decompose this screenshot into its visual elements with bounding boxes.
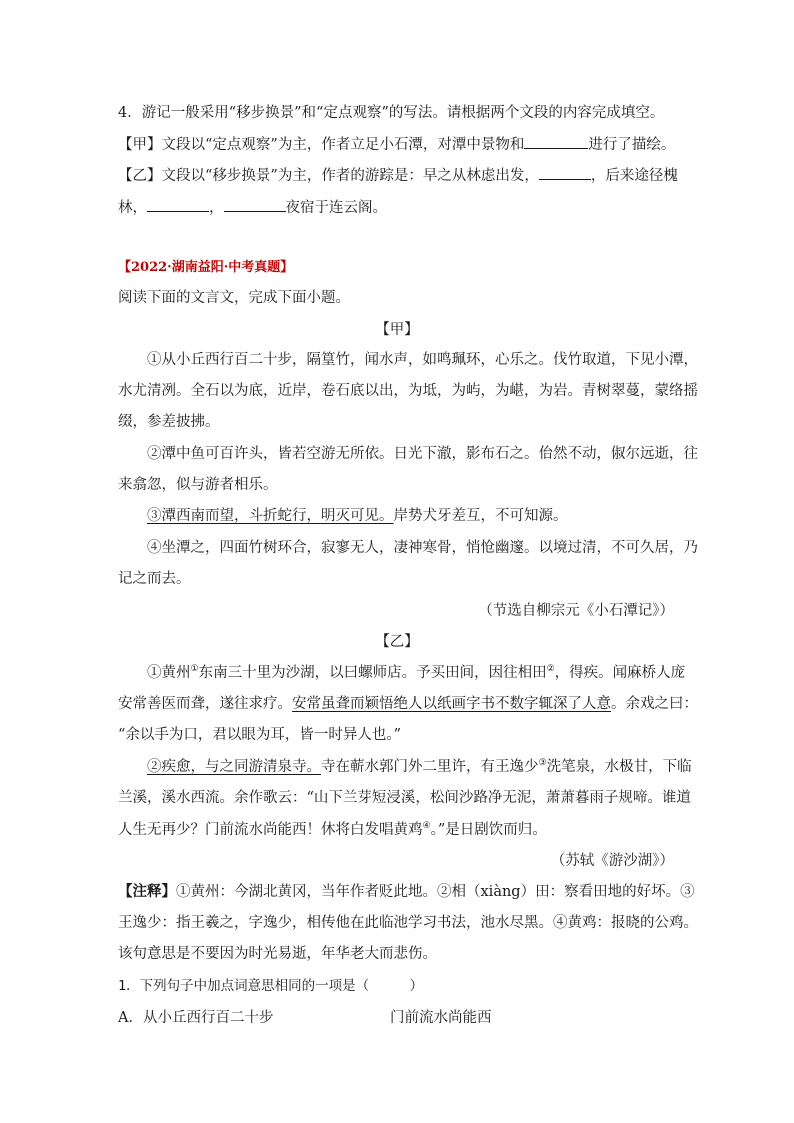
- yi-attribution: （苏轼《游沙湖》）: [550, 853, 674, 869]
- notes-label: 【注释】: [118, 883, 176, 900]
- jia-p2-line1: ②潭中鱼可百许头，皆若空游无所依。日光下澈，影布石之。佁然不动，俶尔远逝，往: [147, 446, 698, 462]
- notes-line1: [118, 882, 695, 902]
- yi-p1-l2-text-b: 。余戏之曰：: [611, 696, 698, 712]
- yi-p2-underlined: ②疾愈，与之同游清泉寺。: [147, 759, 321, 775]
- jia-p2-line2: 来翕忽，似与游者相乐。: [118, 477, 278, 493]
- q4-jia-text-a: 【甲】文段以“定点观察”为主，作者立足小石潭，对潭中景物和: [118, 137, 525, 153]
- yi-p2-line3: [118, 820, 547, 840]
- jia-attribution: （节选自柳宗元《小石潭记》）: [478, 603, 674, 619]
- note-ref-3: ③: [538, 758, 547, 769]
- yi-p2-l3-text-b: 。”是日剧饮而归。: [430, 822, 547, 838]
- jia-p1-line3: 缀，参差披拂。: [118, 414, 220, 430]
- source-tag: 【2022·湖南益阳·中考真题】: [118, 260, 294, 275]
- yi-p2-text-b: 洗笔泉，水极甘，下临: [546, 759, 692, 775]
- yi-p1-text-b: 东南三十里为沙湖，以曰螺师店。予买田间，因往相田: [198, 665, 547, 681]
- note-ref-1: ①: [190, 664, 199, 675]
- yi-p2-l3-text-a: 人生无再少？门前流水尚能西！休将白发唱黄鸡: [118, 822, 423, 838]
- yi-p1-text-a: ①黄州: [147, 665, 191, 681]
- q4-blank-1[interactable]: [524, 134, 588, 149]
- q4-yi-text-a: 【乙】文段以“移步换景”为主，作者的游踪是：早之从林虑出发，: [118, 168, 539, 184]
- yi-p1-line3: “余以手为口，君以眼为耳，皆一时异人也。”: [118, 727, 402, 743]
- q4-yi-text-d: ，: [209, 200, 224, 216]
- yi-p2-line1: [147, 757, 692, 777]
- jia-p1-line2: 水尤清冽。全石以为底，近岸，卷石底以出，为坻，为屿，为嵁，为岩。青树翠蔓，蒙络摇: [118, 383, 698, 399]
- yi-p2-text-a: 寺在蕲水郭门外二里许，有王逸少: [321, 759, 539, 775]
- q1-option-a-label: A．从小丘西行百二十步: [118, 1010, 274, 1026]
- q4-yi-text-b: ，后来途径槐: [590, 168, 678, 184]
- q1-stem: 1．下列句子中加点词意思相同的一项是（ ）: [118, 978, 424, 994]
- yi-p1-line2: [118, 694, 698, 714]
- jia-p4-line1: ④坐潭之，四面竹树环合，寂寥无人，凄神寒骨，悄怆幽邃。以境过清，不可久居，乃: [147, 540, 698, 556]
- yi-heading: 【乙】: [375, 634, 419, 650]
- yi-p2-line2: 兰溪，溪水西流。余作歌云：“山下兰芽短浸溪，松间沙路净无泥，萧萧暮雨子规啼。谁道: [118, 790, 691, 806]
- jia-p3-rest: 岸势犬牙差互，不可知源。: [393, 508, 568, 524]
- q4-blank-3[interactable]: [147, 197, 209, 212]
- yi-p1-text-c: ，得疾。闻麻桥人庞: [554, 665, 686, 681]
- q4-yi-line: [118, 165, 678, 186]
- q4-yi-text-e: 夜宿于连云阁。: [285, 200, 387, 216]
- notes-text-1: ①黄州：今湖北黄冈，当年作者贬此地。②相（xiàng）田：察看田地的好坏。③: [176, 884, 695, 900]
- q1-option-a[interactable]: [118, 1008, 492, 1028]
- q4-jia-line: [118, 134, 675, 155]
- instruction: 阅读下面的文言文，完成下面小题。: [118, 290, 350, 306]
- q4-jia-text-b: 进行了描绘。: [588, 137, 676, 153]
- note-ref-4: ④: [422, 821, 431, 832]
- q4-blank-2[interactable]: [539, 165, 591, 180]
- notes-line2: 王逸少：指王羲之，字逸少，相传他在此临池学习书法，池水尽黑。④黄鸡：报晓的公鸡。: [118, 915, 698, 931]
- q4-yi-text-c: 林，: [118, 200, 147, 216]
- q4-yi-line-2: [118, 197, 387, 218]
- jia-p4-line2: 记之而去。: [118, 571, 191, 587]
- jia-p3: [147, 506, 568, 526]
- jia-p3-underlined: ③潭西南而望，斗折蛇行，明灭可见。: [147, 508, 394, 524]
- jia-heading: 【甲】: [375, 322, 419, 338]
- q4-prompt: 4．游记一般采用“移步换景”和“定点观察”的写法。请根据两个文段的内容完成填空。: [118, 105, 665, 121]
- jia-p1-line1: ①从小丘西行百二十步，隔篁竹，闻水声，如鸣珮环，心乐之。伐竹取道，下见小潭，: [147, 352, 698, 368]
- yi-p1-line1: [147, 663, 685, 683]
- yi-p1-underlined: 安常虽聋而颖悟绝人以纸画字书不数字辄深了人意: [292, 696, 611, 712]
- q1-option-a-right: 门前流水尚能西: [390, 1010, 492, 1026]
- q4-blank-4[interactable]: [224, 197, 286, 212]
- note-ref-2: ②: [546, 664, 555, 675]
- notes-line3: 该句意思是不要因为时光易逝，年华老大而悲伤。: [118, 946, 437, 962]
- yi-p1-l2-text-a: 安常善医而聋，遂往求疗。: [118, 696, 292, 712]
